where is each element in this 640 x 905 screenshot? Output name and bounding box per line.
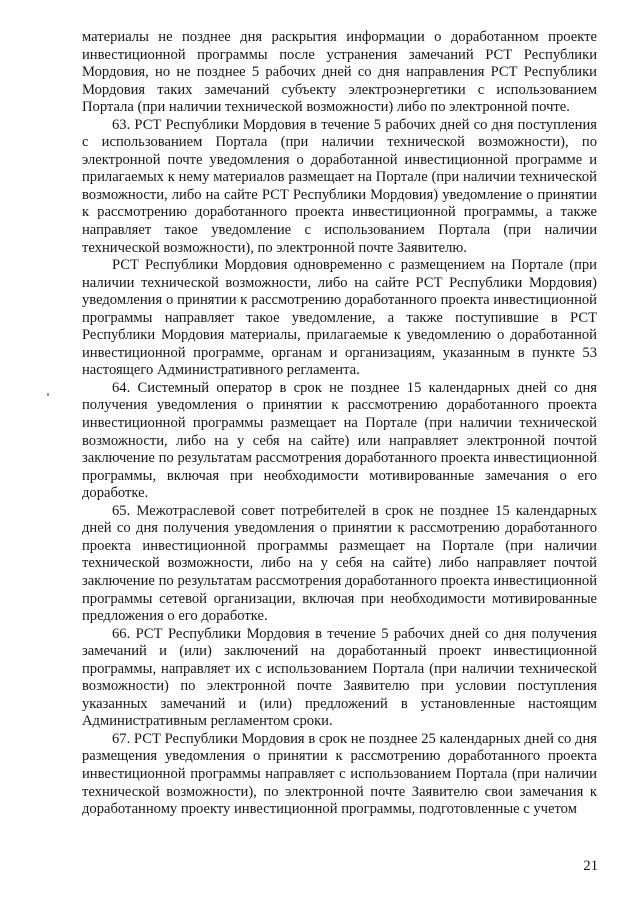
paragraph-64: 64. Системный оператор в срок не позднее 15 календарных дней со дня получения уведомления о принятии к рассмотрению доработанного проекта инвестиционной программы размещает на Портале (при наличии технической возможности, либо на у себя на сайте) или направляет электронной почтой заключение по результатам рассмотрения доработанного проекта инвестиционной программы, включая при необходимости мотивированные замечания о его доработке.	[82, 379, 597, 502]
paragraph-66: 66. РСТ Республики Мордовия в течение 5 рабочих дней со дня получения замечаний и (или) заключений на доработанный проект инвестиционной программы, направляет их с использованием Портала (при наличии технической возможности) по электронной почте Заявителю при условии поступления указанных замечаний и (или) предложений в установленные настоящим Административным регламентом сроки.	[82, 625, 597, 730]
page-number: 21	[583, 858, 598, 874]
paragraph-65: 65. Межотраслевой совет потребителей в срок не позднее 15 календарных дней со дня получения уведомления о принятии к рассмотрению доработанного проекта инвестиционной программы размещает на Портале (при наличии технической возможности, либо на у себя на сайте) либо направляет почтой заключение по результатам рассмотрения доработанного проекта инвестиционной программы сетевой организации, включая при необходимости мотивированные предложения о его доработке.	[82, 502, 597, 625]
paragraph-63-continued: РСТ Республики Мордовия одновременно с размещением на Портале (при наличии технической возможности, либо на сайте РСТ Республики Мордовия) уведомления о принятии к рассмотрению доработанного проекта инвестиционной программы направляет такое уведомление, а также поступившие в РСТ Республики Мордовия материалы, прилагаемые к уведомлению о доработанной инвестиционной программе, органам и организациям, указанным в пункте 53 настоящего Административного регламента.	[82, 257, 597, 379]
document-body	[82, 29, 597, 819]
paragraph-67: 67. РСТ Республики Мордовия в срок не позднее 25 календарных дней со дня размещения уведомления о принятии к рассмотрению доработанного проекта инвестиционной программы направляет с использованием Портала (при наличии технической возможности), по электронной почте Заявителю свои замечания к доработанному проекту инвестиционной программы, подготовленные с учетом	[82, 730, 597, 818]
paragraph-continuation: материалы не позднее дня раскрытия информации о доработанном проекте инвестиционной программы после устранения замечаний РСТ Республики Мордовия, но не позднее 5 рабочих дней со дня направления РСТ Республики Мордовия таких замечаний субъекту электроэнергетики с использованием Портала (при наличии технической возможности) либо по электронной почте.	[82, 29, 597, 116]
paragraph-63: 63. РСТ Республики Мордовия в течение 5 рабочих дней со дня поступления с использованием Портала (при наличии технической возможности), по электронной почте уведомления о доработанной инвестиционной программе и прилагаемых к нему материалов размещает на Портале (при наличии технической возможности, либо на сайте РСТ Республики Мордовия) уведомление о принятии к рассмотрению доработанного проекта инвестиционной программы, а также направляет такое уведомление с использованием Портала (при наличии технической возможности), по электронной почте Заявителю.	[82, 116, 597, 256]
scan-speck	[47, 393, 49, 396]
